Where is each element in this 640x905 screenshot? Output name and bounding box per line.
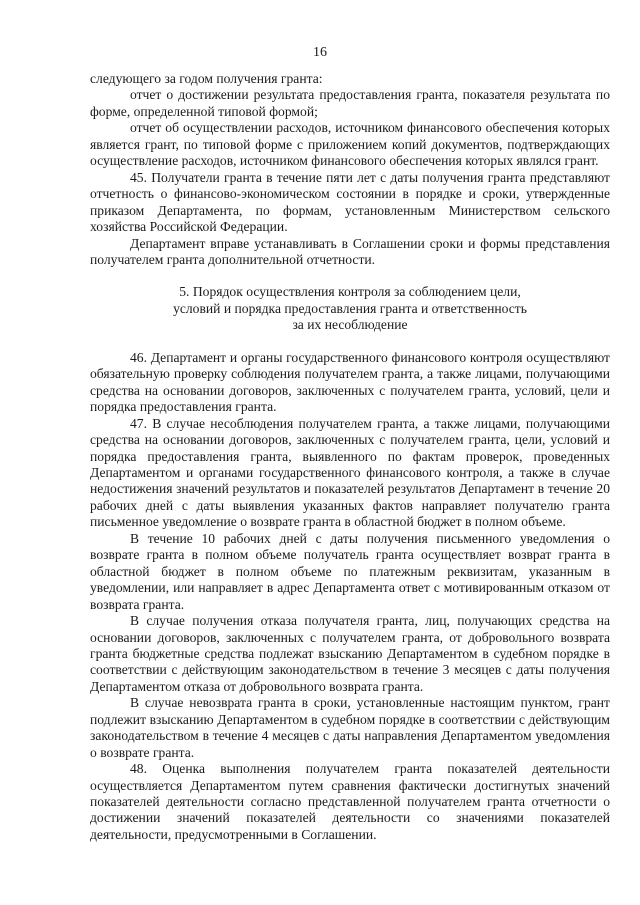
paragraph-clause-48: 48. Оценка выполнения получателем гранта показателей деятельности осуществляется Департаментом путем сравнения фактически достигнутых значений показателей деятельности согласно представленной получателем гранта отчетности о достижении значений показателей деятельности со значениями показателей деятельности, предусмотренными в Соглашении.: [90, 761, 610, 842]
section-heading-line-3: за их несоблюдение: [292, 317, 408, 333]
paragraph-non-return-recovery: В случае невозврата гранта в сроки, установленные настоящим пунктом, грант подлежит взысканию Департаментом в судебном порядке в соответствии с действующим законодательством в течение 4 месяцев с даты направления Департаментом уведомления о возврате гранта.: [90, 695, 610, 760]
paragraph-refusal-recovery: В случае получения отказа получателя гранта, лиц, получающих средства на основании договоров, заключенных с получателем гранта, от добровольного возврата гранта бюджетные средства подлежат взысканию Департаментом в судебном порядке в соответствии с действующим законодательством в течение 3 месяцев с даты получения Департаментом отказа от добровольного возврата гранта.: [90, 613, 610, 694]
page-number: 16: [313, 45, 327, 60]
section-heading-line-2: условий и порядка предоставления гранта и ответственность: [173, 300, 527, 316]
paragraph-report-result: отчет о достижении результата предоставления гранта, показателя результата по форме, определенной типовой формой;: [90, 87, 610, 119]
section-heading: [90, 284, 610, 333]
paragraph-return-10-days: В течение 10 рабочих дней с даты получения письменного уведомления о возврате гранта в полном объеме получатель гранта осуществляет возврат гранта в областной бюджет в полном объеме по платежным реквизитам, указанным в уведомлении, или направляет в адрес Департамента ответ с мотивированным отказом от возврата гранта.: [90, 530, 610, 612]
paragraph-clause-47: 47. В случае несоблюдения получателем гранта, а также лицами, получающими средства на основании договоров, заключенных с получателем гранта, цели, условий и порядка предоставления гранта, выявленного по фактам проверок, проведенных Департаментом и органами государственного финансового контроля, а также в случае недостижения значений результатов и показателей результатов Департамент в течение 20 рабочих дней с даты выявления указанных фактов направляет получателю гранта письменное уведомление о возврате гранта в областной бюджет в полном объеме.: [90, 415, 610, 530]
paragraph-continuation: следующего за годом получения гранта:: [90, 71, 323, 86]
document-body: [90, 71, 610, 843]
paragraph-additional-reporting: Департамент вправе устанавливать в Соглашении сроки и формы представления получателем гранта дополнительной отчетности.: [90, 235, 610, 267]
section-heading-line-1: 5. Порядок осуществления контроля за соблюдением цели,: [179, 284, 521, 300]
paragraph-clause-46: 46. Департамент и органы государственного финансового контроля осуществляют обязательную проверку соблюдения получателем гранта, а также лицами, получающими средства на основании договоров, заключенных с получателем гранта, условий, цели и порядка предоставления гранта.: [90, 349, 610, 415]
paragraph-report-expenses: отчет об осуществлении расходов, источником финансового обеспечения которых является грант, по типовой форме с приложением копий документов, подтверждающих осуществление расходов, источником финансового обеспечения которых являлся грант.: [90, 120, 610, 169]
paragraph-clause-45: 45. Получатели гранта в течение пяти лет с даты получения гранта представляют отчетность о финансово-экономическом состоянии в порядке и сроки, утвержденные приказом Департамента, по формам, установленным Министерством сельского хозяйства Российской Федерации.: [90, 169, 610, 235]
